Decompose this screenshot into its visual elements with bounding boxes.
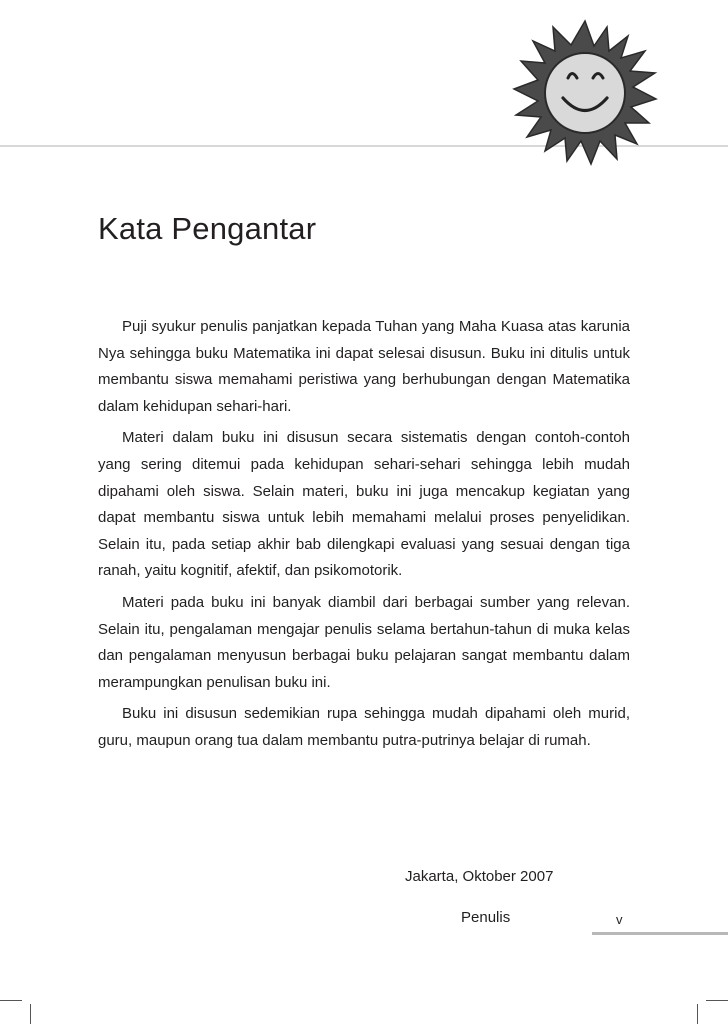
crop-mark-left-vertical — [30, 1004, 31, 1024]
smiling-sun-icon — [510, 18, 660, 168]
crop-mark-right-vertical — [697, 1004, 698, 1024]
paragraph-4: Buku ini disusun sedemikian rupa sehingga mudah dipahami oleh murid, guru, maupun orang tua dalam membantu putra-putrinya belajar di rumah. — [98, 705, 630, 749]
crop-mark-left-horizontal — [0, 1000, 22, 1001]
paragraph-1: Puji syukur penulis panjatkan kepada Tuhan yang Maha Kuasa atas karunia Nya sehingga buku Matematika ini dapat selesai disusun. Buku ini ditulis untuk membantu siswa memahami peristiwa yang berhubungan dengan Matematika dalam kehidupan sehari-hari. — [98, 318, 630, 415]
paragraph-3: Materi pada buku ini banyak diambil dari berbagai sumber yang relevan. Selain itu, pengalaman mengajar penulis selama bertahun-tahun di muka kelas dan pengalaman menyusun berbagai buku pelajaran sangat membantu dalam merampungkan penulisan buku ini. — [98, 593, 630, 691]
footer-rule — [592, 932, 728, 935]
preface-body — [98, 314, 630, 760]
crop-mark-right-horizontal — [706, 1000, 728, 1001]
paragraph-2: Materi dalam buku ini disusun secara sistematis dengan contoh-contoh yang sering ditemui pada kehidupan sehari-sehari sehingga lebih mudah dipahami oleh siswa. Selain materi, buku ini juga mencakup kegiatan yang dapat membantu siswa untuk lebih memahami melalui proses penyelidikan. Selain itu, pada setiap akhir bab dilengkapi evaluasi yang sesuai dengan tiga ranah, yaitu kognitif, afektif, dan psikomotorik. — [98, 429, 630, 580]
place-date: Jakarta, Oktober 2007 — [405, 868, 554, 885]
author-signature: Penulis — [461, 909, 511, 926]
page-number: v — [616, 912, 623, 927]
page-title: Kata Pengantar — [98, 210, 317, 246]
